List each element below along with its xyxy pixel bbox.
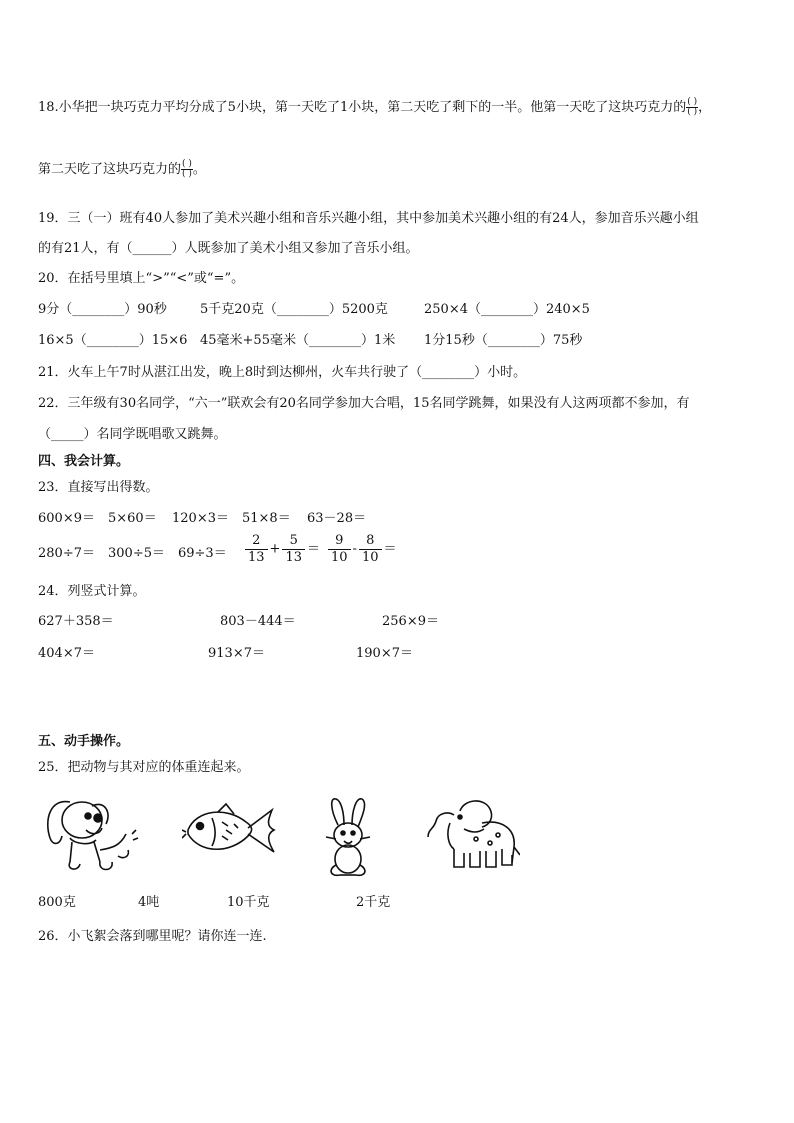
fraction: $\frac{2}{13}$ <box>245 533 268 566</box>
weight-label[interactable]: 800克 <box>38 895 76 910</box>
q18-line2: 第二天吃了这块巧克力的 ( ) ( ) 。 <box>38 159 206 179</box>
fish-icon <box>182 800 282 862</box>
q23-fraction-expression-2: $\frac{9}{10}$ - $\frac{8}{10}$ ＝ <box>326 533 397 566</box>
q20-title: 20．在括号里填上“>”“<”或“=”。 <box>38 271 245 286</box>
q23-fraction-expression-1: $\frac{2}{13}$ + $\frac{5}{13}$ ＝ <box>243 533 320 566</box>
q20-item: 16×5（________）15×6 <box>38 333 188 348</box>
weight-label[interactable]: 10千克 <box>227 895 270 910</box>
q20-item: 45毫米+55毫米（________）1米 <box>200 333 396 348</box>
q23-item: 120×3＝ <box>172 511 229 526</box>
q23-item: 600×9＝ <box>38 511 95 526</box>
section-5-heading: 五、动手操作。 <box>38 734 130 749</box>
elephant-icon <box>424 793 520 875</box>
q26-text: 26．小飞絮会落到哪里呢？请你连一连. <box>38 929 267 944</box>
fraction: $\frac{9}{10}$ <box>328 533 351 566</box>
dog-icon <box>40 790 140 880</box>
q23-item: 51×8＝ <box>242 511 291 526</box>
q24-item: 256×9＝ <box>382 614 439 629</box>
q24-item: 913×7＝ <box>208 646 265 661</box>
q20-item: 5千克20克（________）5200克 <box>200 302 388 317</box>
q20-item: 250×4（________）240×5 <box>424 302 590 317</box>
q24-item: 627＋358＝ <box>38 614 114 629</box>
q20-item: 9分（________）90秒 <box>38 302 167 317</box>
q23-item: 5×60＝ <box>108 511 157 526</box>
q23-item: 63－28＝ <box>307 511 367 526</box>
q24-item: 803－444＝ <box>220 614 296 629</box>
weight-label[interactable]: 2千克 <box>356 895 391 910</box>
q24-item: 190×7＝ <box>356 646 413 661</box>
q25-title: 25．把动物与其对应的体重连起来。 <box>38 760 250 775</box>
q18-answer-fraction-1[interactable]: ( ) ( ) <box>687 97 698 117</box>
rabbit-icon <box>320 795 376 881</box>
q22-line2: （_____）名同学既唱歌又跳舞。 <box>38 427 227 442</box>
q18-answer-fraction-2[interactable]: ( ) ( ) <box>182 159 192 179</box>
q20-item: 1分15秒（________）75秒 <box>424 333 583 348</box>
fraction: $\frac{8}{10}$ <box>359 533 382 566</box>
q21-text: 21．火车上午7时从湛江出发，晚上8时到达柳州，火车共行驶了（________）小时。 <box>38 365 527 380</box>
q18-line1: 18.小华把一块巧克力平均分成了5小块，第一天吃了1小块，第二天吃了剩下的一半。他第一天吃了这块巧克力的 ( ) ( ) ， <box>38 97 712 117</box>
q23-item: 280÷7＝ <box>38 546 95 561</box>
weight-label[interactable]: 4吨 <box>138 895 160 910</box>
q24-item: 404×7＝ <box>38 646 95 661</box>
fraction: $\frac{5}{13}$ <box>282 533 305 566</box>
q19-line1: 19．三（一）班有40人参加了美术兴趣小组和音乐兴趣小组，其中参加美术兴趣小组的有24人，参加音乐兴趣小组 <box>38 211 699 226</box>
q23-title: 23．直接写出得数。 <box>38 480 159 495</box>
q23-item: 69÷3＝ <box>178 546 227 561</box>
q23-item: 300÷5＝ <box>108 546 165 561</box>
q24-title: 24．列竖式计算。 <box>38 584 146 599</box>
q22-line1: 22．三年级有30名同学，“六一”联欢会有20名同学参加大合唱，15名同学跳舞，如果没有人这两项都不参加，有 <box>38 396 690 411</box>
q19-line2: 的有21人，有（______）人既参加了美术小组又参加了音乐小组。 <box>38 241 419 256</box>
section-4-heading: 四、我会计算。 <box>38 454 130 469</box>
